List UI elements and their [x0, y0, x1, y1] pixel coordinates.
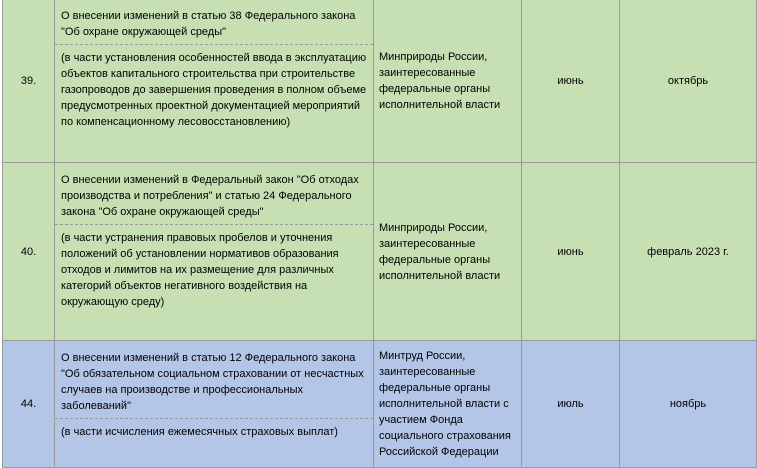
law-cell: [55, 163, 374, 341]
submission-month: июнь: [522, 0, 620, 163]
deadline: ноябрь: [620, 341, 757, 468]
law-title: О внесении изменений в Федеральный закон "Об отходах производства и потребления" и статью 24 Федерального закона "Об охране окружающей среды": [55, 163, 373, 225]
executor: Минприроды России, заинтересованные федеральные органы исполнительной власти: [374, 0, 522, 163]
submission-month: июль: [522, 341, 620, 468]
executor: Минприроды России, заинтересованные федеральные органы исполнительной власти: [374, 163, 522, 341]
law-title: О внесении изменений в статью 38 Федерального закона "Об охране окружающей среды": [55, 0, 373, 45]
row-number: 44.: [3, 341, 55, 468]
law-cell: [55, 0, 374, 163]
row-number: 40.: [3, 163, 55, 341]
law-cell: [55, 341, 374, 468]
row-number: 39.: [3, 0, 55, 163]
law-note: (в части исчисления ежемесячных страховых выплат): [61, 426, 338, 438]
legislative-plan-table: [2, 0, 757, 468]
submission-month: июнь: [522, 163, 620, 341]
law-title: О внесении изменений в статью 12 Федерального закона "Об обязательном социальном страховании от несчастных случаев на производстве и профессиональных заболеваний": [55, 341, 373, 419]
deadline: февраль 2023 г.: [620, 163, 757, 341]
law-note: (в части устранения правовых пробелов и уточнения положений об установлении нормативов образования отходов и лимитов на их размещение для различных категорий объектов негативного воздействия на окружающую среду): [61, 232, 339, 308]
law-note: (в части установления особенностей ввода в эксплуатацию объектов капитального строительства при строительстве газопроводов до завершения проведения в полном объеме предусмотренных проектной документацией мероприятий по компенсационному лесовосстановлению): [61, 52, 367, 128]
table-row: [3, 341, 757, 468]
executor: Минтруд России, заинтересованные федеральные органы исполнительной власти с участием Фонда социального страхования Российской Федерации: [374, 341, 522, 468]
table-row: [3, 0, 757, 163]
deadline: октябрь: [620, 0, 757, 163]
table-row: [3, 163, 757, 341]
